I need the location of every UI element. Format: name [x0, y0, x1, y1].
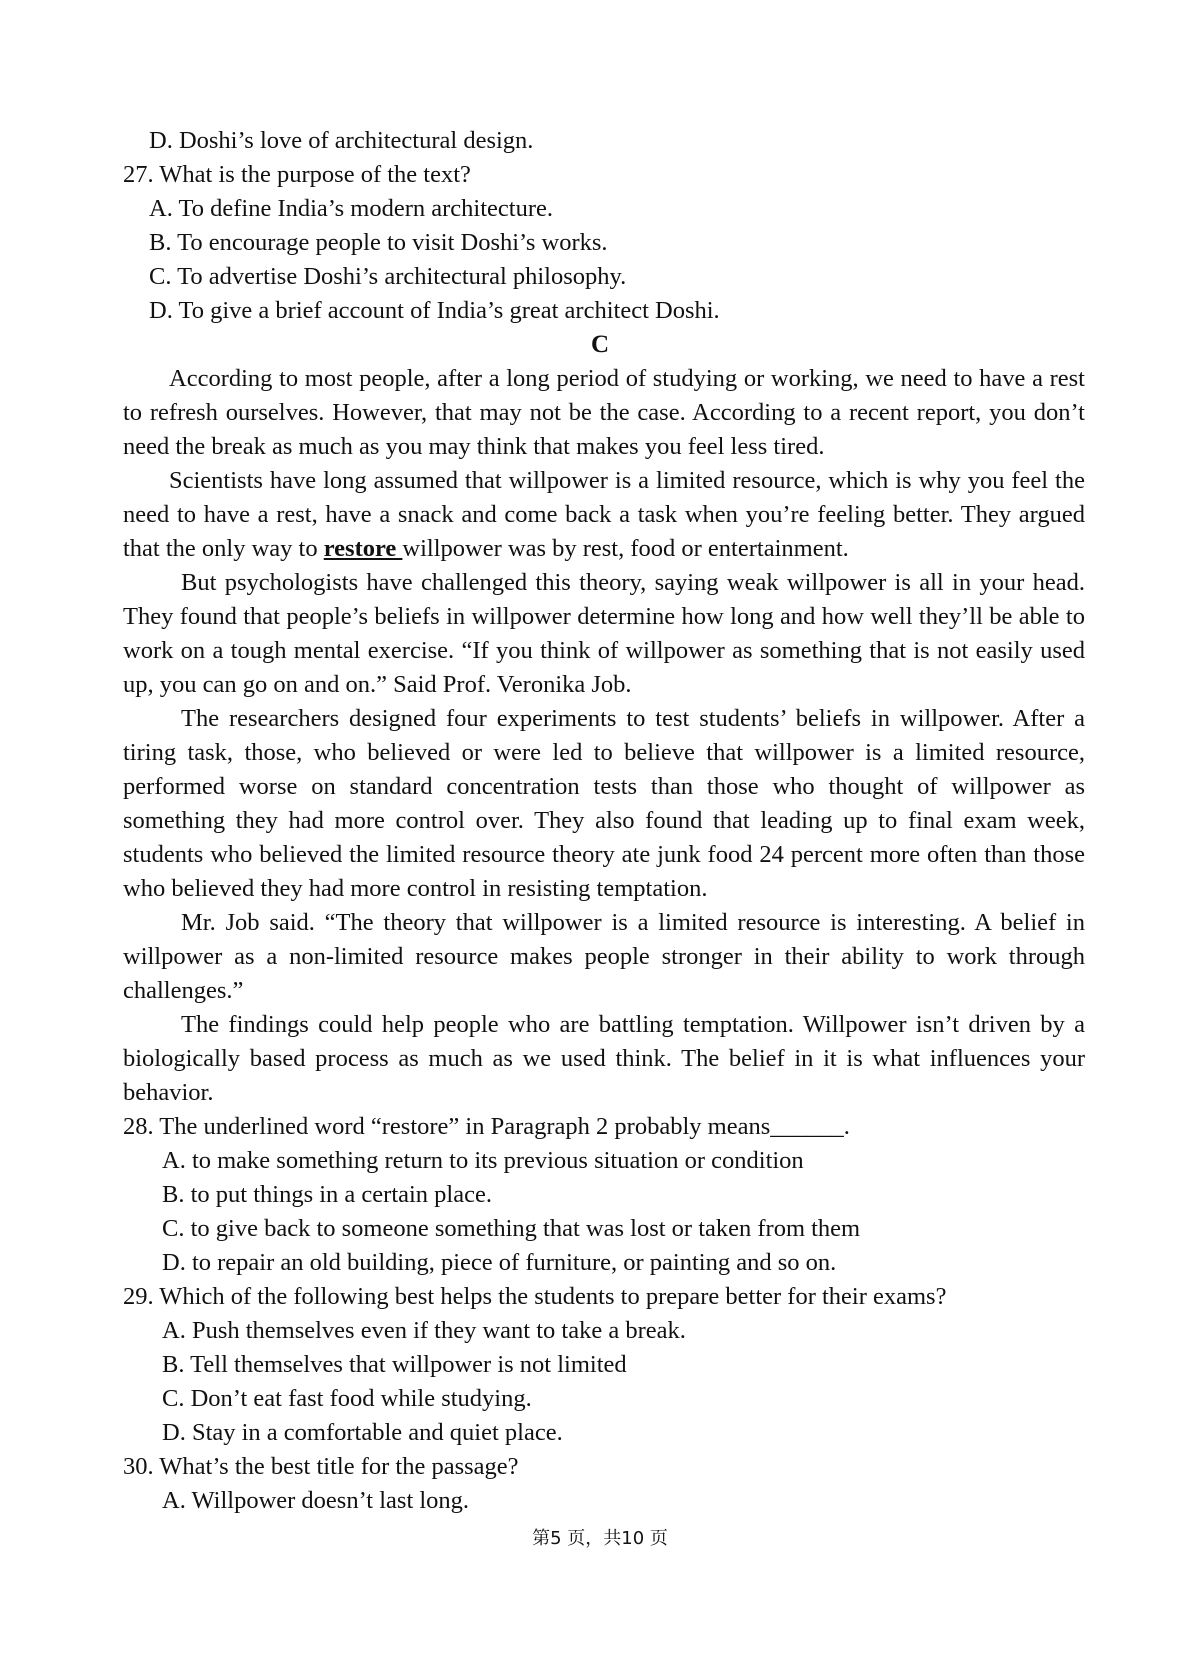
q29-option-d: D. Stay in a comfortable and quiet place.	[162, 1419, 563, 1446]
passage-paragraph-6: The findings could help people who are battling temptation. Willpower isn’t driven by a biologically based process as much as we used think. The belief in it is what influences your behavior.	[123, 1011, 1085, 1106]
q28-option-b: B. to put things in a certain place.	[162, 1181, 492, 1208]
page-number-footer: 第5 页，共10 页	[532, 1528, 668, 1549]
passage-paragraph-1: According to most people, after a long period of studying or working, we need to have a rest to refresh ourselves. However, that may not be the case. According to a recent report, you don’t need the break as much as you may think that makes you feel less tired.	[123, 365, 1085, 460]
q30-stem: 30. What’s the best title for the passage?	[123, 1453, 519, 1480]
q28-option-d: D. to repair an old building, piece of furniture, or painting and so on.	[162, 1249, 837, 1276]
q27-option-b: B. To encourage people to visit Doshi’s works.	[149, 229, 608, 256]
q28-option-a: A. to make something return to its previous situation or condition	[162, 1147, 804, 1174]
q27-option-c: C. To advertise Doshi’s architectural philosophy.	[149, 263, 627, 290]
passage-paragraph-5: Mr. Job said. “The theory that willpower is a limited resource is interesting. A belief in willpower as a non-limited resource makes people stronger in their ability to work through challenges.”	[123, 909, 1085, 1004]
q27-option-a: A. To define India’s modern architecture.	[149, 195, 553, 222]
q29-option-a: A. Push themselves even if they want to take a break.	[162, 1317, 686, 1344]
q29-option-c: C. Don’t eat fast food while studying.	[162, 1385, 532, 1412]
underlined-word-restore: restore	[323, 535, 403, 562]
section-heading: C	[590, 331, 610, 358]
q29-option-b: B. Tell themselves that willpower is not limited	[162, 1351, 627, 1378]
paragraph-2-text-before: Scientists have long assumed that willpower is a limited resource, which is why you feel the need to have a rest, have a snack and come back a task when you’re feeling better. They argued that the only way to	[123, 467, 1085, 562]
paragraph-2-text-after: willpower was by rest, food or entertainment.	[402, 535, 849, 562]
passage-paragraph-4: The researchers designed four experiments to test students’ beliefs in willpower. After a tiring task, those, who believed or were led to believe that willpower is a limited resource, performed worse on standard concentration tests than those who thought of willpower as something they had more control over. They also found that leading up to final exam week, students who believed the limited resource theory ate junk food 24 percent more often than those who believed they had more control in resisting temptation.	[123, 705, 1085, 902]
q30-option-a: A. Willpower doesn’t last long.	[162, 1487, 470, 1514]
q29-stem: 29. Which of the following best helps the students to prepare better for their exams?	[123, 1283, 947, 1310]
q26-option-d: D. Doshi’s love of architectural design.	[149, 127, 534, 154]
passage-paragraph-3: But psychologists have challenged this theory, saying weak willpower is all in your head. They found that people’s beliefs in willpower determine how long and how well they’ll be able to work on a tough mental exercise. “If you think of willpower as something that is not easily used up, you can go on and on.” Said Prof. Veronika Job.	[123, 569, 1085, 698]
q27-stem: 27. What is the purpose of the text?	[123, 161, 471, 188]
q27-option-d: D. To give a brief account of India’s great architect Doshi.	[149, 297, 720, 324]
passage-paragraph-2	[123, 464, 1085, 566]
q28-option-c: C. to give back to someone something that was lost or taken from them	[162, 1215, 861, 1242]
q28-stem: 28. The underlined word “restore” in Paragraph 2 probably means______.	[123, 1113, 850, 1140]
